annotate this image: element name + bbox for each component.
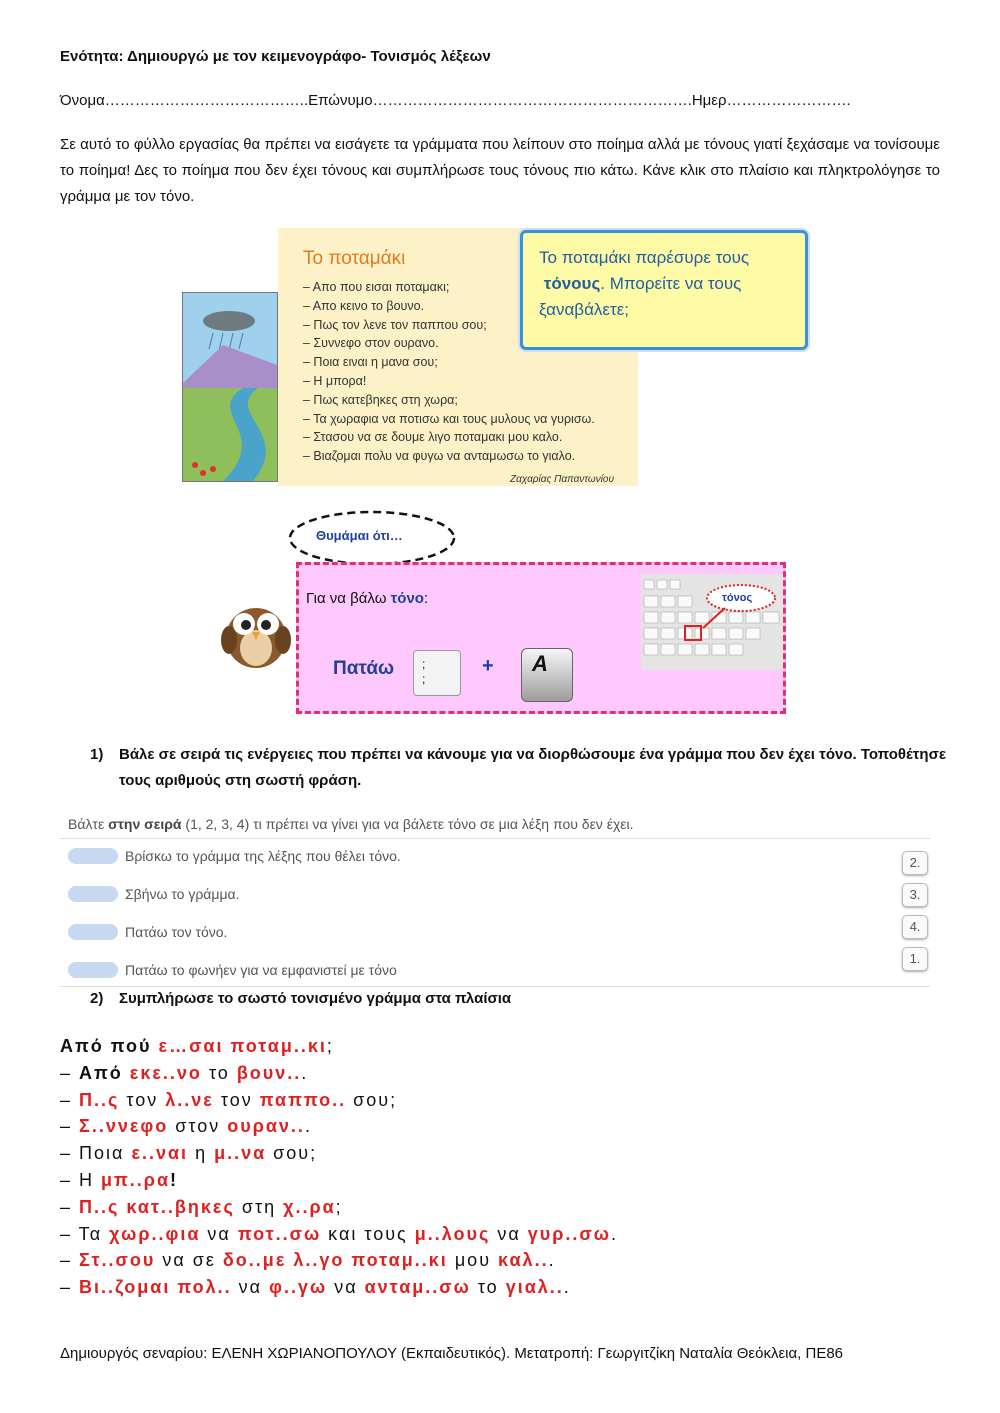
poem-text: ! — [170, 1169, 179, 1190]
a-key-icon: A — [521, 648, 573, 702]
number-tile-2[interactable]: 2. — [902, 851, 928, 875]
poem-fill-line — [60, 1167, 618, 1194]
poem-author: Ζαχαρίας Παπαντωνίου — [510, 474, 614, 485]
fill-in-word[interactable]: δο..με λ..γο ποταμ..κι — [222, 1250, 448, 1271]
poem-line: – Η μπορα! — [303, 373, 367, 388]
order-row-text: Πατάω τον τόνο. — [125, 924, 228, 940]
label-suffix: : — [423, 590, 429, 607]
order-input-2[interactable] — [68, 886, 118, 902]
poem-fill-line — [60, 1140, 618, 1167]
poem-text: το — [201, 1062, 237, 1083]
poem-text: . — [304, 1116, 312, 1137]
footer-credits: Δημιουργός σεναρίου: ΕΛΕΝΗ ΧΩΡΙΑΝΟΠΟΥΛΟΥ (Εκπαιδευτικός). Μετατροπή: Γεωργιτζίκη Ναταλία Θεόκλεια, ΠΕ86 — [60, 1345, 844, 1362]
poem-line: – Απο που εισαι ποταμακι; — [303, 280, 450, 294]
poem-line: – Στασου να σε δουμε λιγο ποταμακι μου καλο. — [303, 430, 563, 445]
key1-bottom: ; — [422, 672, 426, 686]
poem-fill-line — [60, 1060, 618, 1087]
poem-text: να — [490, 1223, 528, 1244]
fill-in-word[interactable]: χωρ..φια — [109, 1223, 201, 1244]
number-tile-3[interactable]: 3. — [902, 883, 928, 907]
poem-line: – Πως κατεβηκες στη χωρα; — [303, 392, 458, 407]
poem-text: – — [60, 1196, 80, 1217]
river-landscape-image — [182, 292, 278, 482]
press-label: Πατάω — [333, 658, 395, 679]
divider — [60, 986, 930, 987]
key1-top: ; — [422, 657, 426, 671]
fill-in-word[interactable]: μ..να — [214, 1143, 267, 1164]
order-input-1[interactable] — [68, 848, 118, 864]
poem-text: σου; — [346, 1089, 398, 1110]
q1-text: Βάλε σε σειρά τις ενέργειες που πρέπει να κάνουμε για να διορθώσουμε ένα γράμμα που δεν έχει τόνο. Τοποθέτησε τους αριθμούς στη σωστή φράση. — [119, 746, 946, 789]
poem-title: Το ποταμάκι — [303, 248, 406, 269]
fill-in-word[interactable]: Π..ς κατ..βηκες — [79, 1196, 235, 1217]
plus-sign: + — [482, 655, 494, 677]
task-prefix: Βάλτε — [68, 816, 105, 832]
poem-text: . — [563, 1277, 571, 1298]
speech-line-3: ξαναβάλετε; — [539, 300, 630, 319]
poem-text: στη — [234, 1196, 284, 1217]
order-input-4[interactable] — [68, 962, 118, 978]
fill-in-word[interactable]: χ..ρα — [283, 1196, 336, 1217]
divider — [60, 838, 930, 839]
tonos-label: τόνος — [722, 592, 753, 604]
order-row-text: Βρίσκω το γράμμα της λέξης που θέλει τόνο. — [125, 848, 401, 864]
poem-text: και τους — [321, 1223, 415, 1244]
fill-in-word[interactable]: ουραν.. — [227, 1116, 305, 1137]
poem-text: τον — [119, 1089, 166, 1110]
poem-line: – Ποια ειναι η μανα σου; — [303, 355, 438, 370]
owl-icon — [216, 594, 296, 670]
fill-in-word[interactable]: λ..νε — [165, 1089, 214, 1110]
poem-text: – — [60, 1116, 80, 1137]
task-bold: στην σειρά — [108, 816, 182, 832]
fill-in-word[interactable]: φ..γω — [269, 1277, 328, 1298]
poem-fill-line — [60, 1247, 618, 1274]
poem-text: – Τα — [60, 1223, 110, 1244]
fill-in-word[interactable]: ε..ναι — [131, 1143, 189, 1164]
poem-fill-line — [60, 1194, 618, 1221]
poem-fill-line — [60, 1033, 618, 1060]
poem-text: η — [188, 1143, 215, 1164]
poem-text: να σε — [155, 1250, 223, 1271]
poem-line: – Βιαζομαι πολυ να φυγω να ανταμωσω το γιαλο. — [303, 449, 576, 464]
poem-text: να — [200, 1223, 238, 1244]
poem-text: . — [610, 1223, 618, 1244]
speech-bold-word: τόνους — [543, 274, 601, 293]
poem-line: – Συννεφο στον ουρανο. — [303, 336, 439, 351]
speech-line-2: . Μπορείτε να τους — [600, 274, 742, 293]
poem-text: – — [60, 1062, 80, 1083]
poem-text: Από — [79, 1062, 130, 1083]
ordering-task-header — [68, 816, 634, 832]
worksheet-title: Ενότητα: Δημιουργώ με τον κειμενογράφο- Τονισμός λέξεων — [60, 48, 491, 65]
fill-in-word[interactable]: Π..ς — [79, 1089, 120, 1110]
number-tile-4[interactable]: 4. — [902, 915, 928, 939]
poem-text: Από πού — [60, 1036, 159, 1056]
poem-text: να — [327, 1277, 365, 1298]
number-tile-1[interactable]: 1. — [902, 947, 928, 971]
fill-in-word[interactable]: γιαλ.. — [505, 1277, 564, 1298]
label-prefix: Για να βάλω — [306, 590, 387, 607]
task-suffix: (1, 2, 3, 4) τι πρέπει να γίνει για να βάλετε τόνο σε μια λέξη που δεν έχει. — [185, 816, 634, 832]
fill-in-word[interactable]: ποτ..σω — [237, 1223, 322, 1244]
speech-line-1: Το ποταμάκι παρέσυρε τους — [539, 248, 750, 267]
poem-text: σου; — [266, 1143, 318, 1164]
poem-text: το — [470, 1277, 506, 1298]
poem-fill-line — [60, 1087, 618, 1114]
poem-text: μου — [447, 1250, 499, 1271]
fill-in-word[interactable]: ανταμ..σω — [364, 1277, 471, 1298]
fill-in-word[interactable]: μ..λους — [414, 1223, 491, 1244]
semicolon-key-icon — [413, 650, 461, 696]
poem-text: – — [60, 1089, 80, 1110]
fill-in-word[interactable]: ε…σαι ποταμ..κι — [158, 1036, 327, 1056]
poem-line: – Τα χωραφια να ποτισω και τους μυλους να γυρισω. — [303, 411, 595, 426]
fill-in-word[interactable]: καλ.. — [498, 1250, 549, 1271]
poem-text: . — [548, 1250, 556, 1271]
poem-text: – Ποια — [60, 1143, 132, 1164]
fill-in-word[interactable]: παππο.. — [259, 1089, 347, 1110]
poem-line: – Πως τον λενε τον παππου σου; — [303, 317, 487, 332]
fill-in-word[interactable]: γυρ..σω — [527, 1223, 611, 1244]
poem-text: τον — [213, 1089, 260, 1110]
intro-paragraph: Σε αυτό το φύλλο εργασίας θα πρέπει να εισάγετε τα γράμματα που λείπουν στο ποίημα αλλά με τόνους γιατί ξεχάσαμε να τονίσουμε το ποίημα! Δες το ποίημα που δεν έχει τόνους και συμπλήρωσε τους τόνους πιο κάτω. Κάνε κλικ στο πλαίσιο και πληκτρολόγησε το γράμμα με τον τόνο. — [60, 136, 940, 205]
fill-in-word[interactable]: Στ..σου — [79, 1250, 156, 1271]
poem-fill-line — [60, 1274, 618, 1301]
order-input-3[interactable] — [68, 924, 118, 940]
poem-fill-line — [60, 1113, 618, 1140]
fill-in-word[interactable]: Σ..ννεφο — [79, 1116, 169, 1137]
poem-text: – Η — [60, 1169, 102, 1190]
poem-text: ; — [326, 1036, 334, 1056]
cloud-text: Θυμάμαι ότι… — [316, 528, 403, 543]
fill-in-poem — [60, 1033, 618, 1301]
poem-text: να — [231, 1277, 270, 1298]
label-bold: τόνο — [390, 590, 424, 607]
q2-number: 2) — [90, 990, 104, 1007]
order-row-text: Σβήνω το γράμμα. — [125, 886, 240, 902]
keyboard-image — [641, 574, 783, 670]
poem-text: . — [301, 1062, 309, 1083]
q2-text: Συμπλήρωσε το σωστό τονισμένο γράμμα στα πλαίσια — [119, 990, 512, 1007]
speech-box — [520, 230, 808, 350]
fill-in-word[interactable]: Βι..ζομαι πολ.. — [79, 1277, 232, 1298]
poem-fill-line — [60, 1221, 618, 1248]
poem-text: – — [60, 1277, 80, 1298]
fill-in-word[interactable]: εκε..νο — [129, 1062, 202, 1083]
reminder-label — [306, 590, 428, 607]
poem-text: ; — [335, 1196, 343, 1217]
poem-line: – Απο κεινο το βουνο. — [303, 298, 425, 313]
order-row-text: Πατάω το φωνήεν για να εμφανιστεί με τόνο — [125, 962, 397, 978]
fill-in-word[interactable]: μπ..ρα — [101, 1169, 171, 1190]
poem-text: στον — [168, 1116, 228, 1137]
name-fields-line: Όνομα…………………………………..Επώνυμο……………………………………………………….Ημερ……………………. — [60, 92, 851, 109]
fill-in-word[interactable]: βουν.. — [236, 1062, 302, 1083]
q1-number: 1) — [90, 746, 104, 763]
poem-text: – — [60, 1250, 80, 1271]
